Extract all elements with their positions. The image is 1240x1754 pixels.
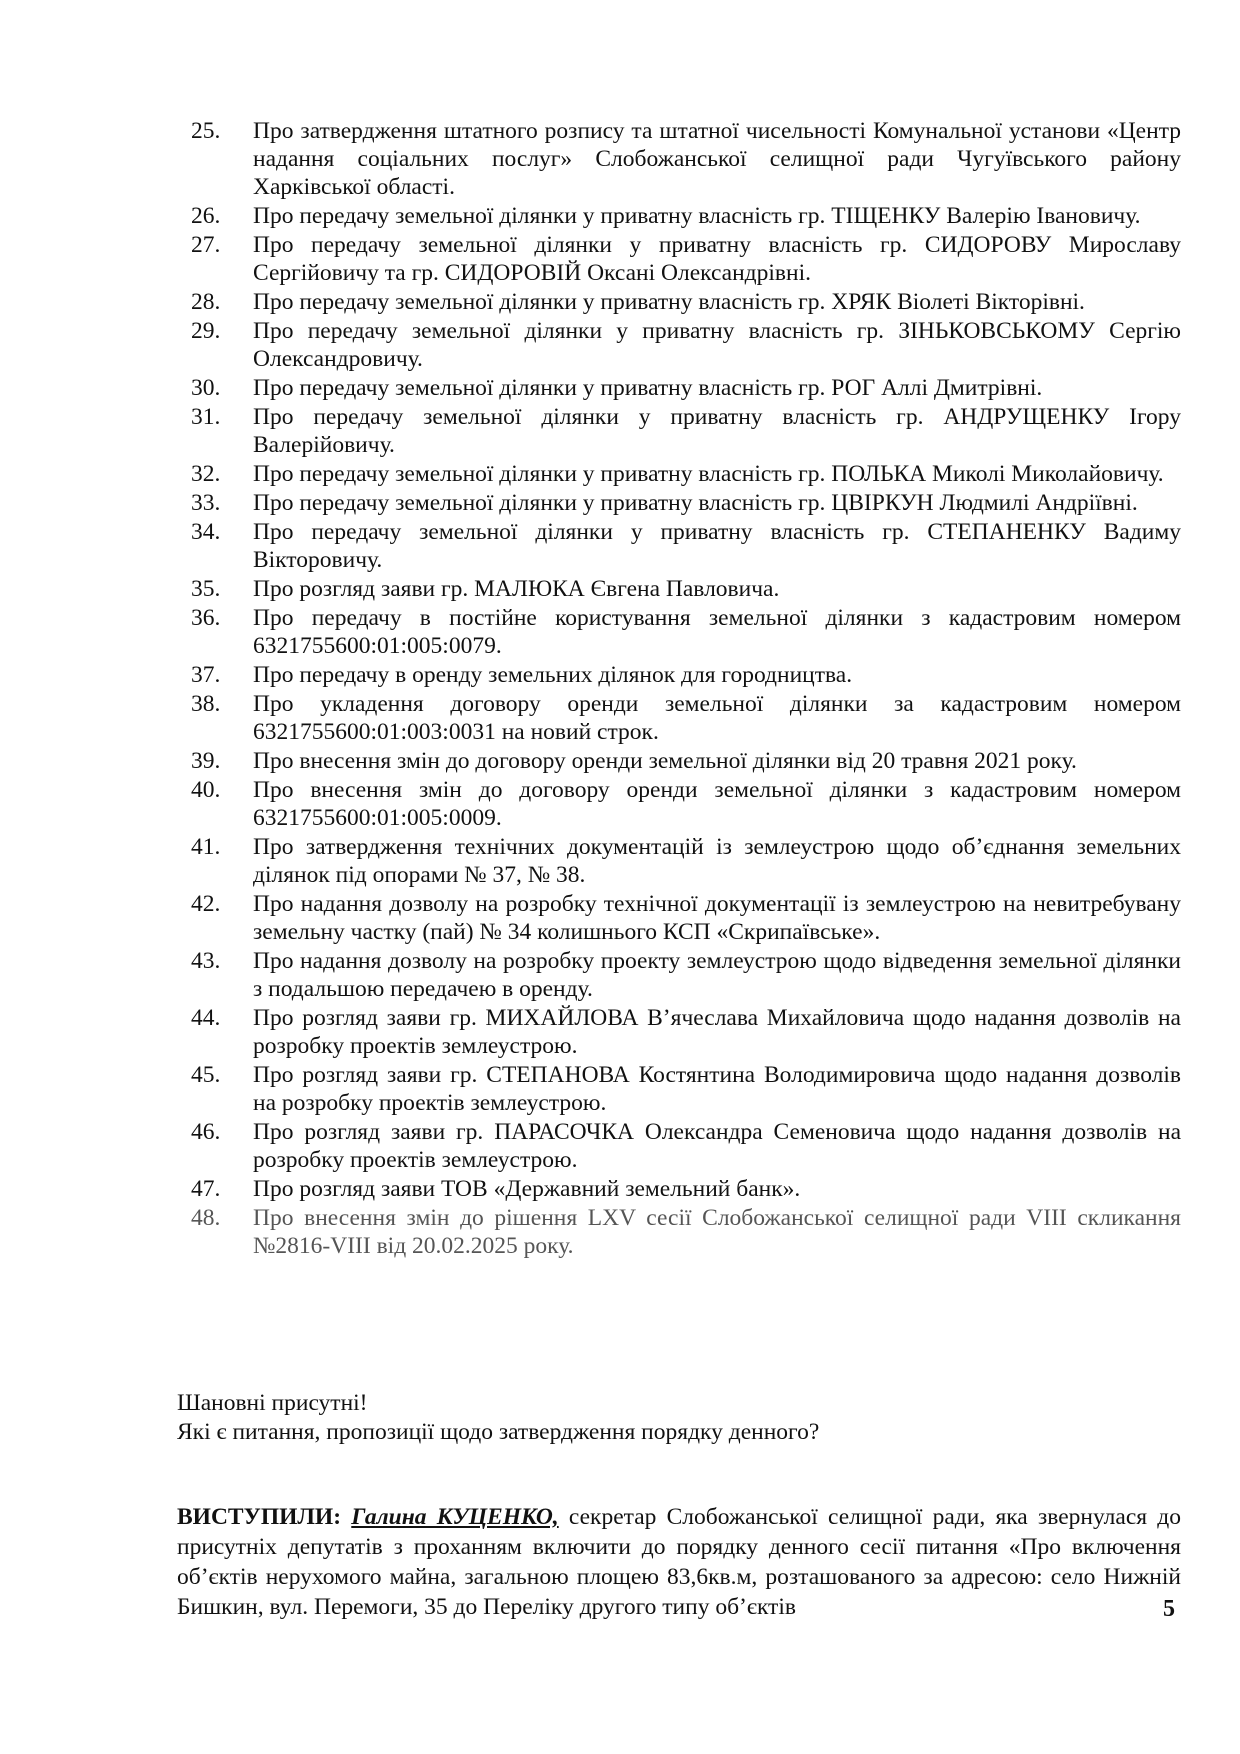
item-number: 40.	[191, 777, 221, 803]
agenda-item	[191, 231, 1181, 287]
item-number: 43.	[191, 948, 221, 974]
item-text: Про розгляд заяви гр. СТЕПАНОВА Костянтина Володимировича щодо надання дозволів на розробку проектів землеустрою.	[253, 1062, 1181, 1116]
agenda-item	[191, 890, 1181, 946]
item-number: 34.	[191, 519, 221, 545]
agenda-item	[191, 202, 1181, 230]
item-text: Про укладення договору оренди земельної ділянки за кадастровим номером 6321755600:01:003:0031 на новий строк.	[253, 691, 1181, 745]
agenda-item	[191, 1118, 1181, 1174]
item-text: Про передачу земельної ділянки у приватну власність гр. СИДОРОВУ Мирославу Сергійовичу та гр. СИДОРОВІЙ Оксані Олександрівні.	[253, 232, 1181, 286]
agenda-item	[191, 518, 1181, 574]
agenda-item	[191, 1204, 1181, 1260]
item-text: Про передачу в оренду земельних ділянок для городництва.	[253, 662, 853, 688]
item-text: Про внесення змін до рішення LXV сесії Слобожанської селищної ради VIII скликання №2816-VIII від 20.02.2025 року.	[253, 1205, 1181, 1259]
agenda-item	[191, 1004, 1181, 1060]
agenda-item	[191, 1175, 1181, 1203]
item-text: Про передачу земельної ділянки у приватну власність гр. АНДРУЩЕНКУ Ігору Валерійовичу.	[253, 404, 1181, 458]
agenda-item	[191, 460, 1181, 488]
greeting-text: Шановні присутні!	[177, 1390, 368, 1416]
item-number: 37.	[191, 662, 221, 688]
item-text: Про передачу в постійне користування земельної ділянки з кадастровим номером 6321755600:01:005:0079.	[253, 605, 1181, 659]
item-text: Про розгляд заяви гр. МИХАЙЛОВА В’ячеслава Михайловича щодо надання дозволів на розробку проектів землеустрою.	[253, 1005, 1181, 1059]
item-text: Про розгляд заяви ТОВ «Державний земельний банк».	[253, 1176, 801, 1202]
agenda-item	[191, 317, 1181, 373]
item-number: 44.	[191, 1005, 221, 1031]
item-text: Про затвердження технічних документацій із землеустрою щодо об’єднання земельних ділянок під опорами № 37, № 38.	[253, 834, 1181, 888]
item-number: 38.	[191, 691, 221, 717]
item-text: Про розгляд заяви гр. ПАРАСОЧКА Олександра Семеновича щодо надання дозволів на розробку проектів землеустрою.	[253, 1119, 1181, 1173]
agenda-item	[191, 403, 1181, 459]
item-text: Про передачу земельної ділянки у приватну власність гр. ЦВІРКУН Людмилі Андріївні.	[253, 490, 1138, 516]
agenda-item	[191, 690, 1181, 746]
page-number: 5	[1163, 1596, 1175, 1622]
agenda-item	[191, 947, 1181, 1003]
item-number: 29.	[191, 318, 221, 344]
speech-text: секретар Слобожанської селищної ради, яка звернулася до присутніх депутатів з проханням включити до порядку денного сесії питання «Про включення об’єктів нерухомого майна, загальною площею 83,6кв.м, розташованого за адресою: село Нижній Бишкин, вул. Перемоги, 35 до Переліку другого типу об’єктів	[177, 1504, 1182, 1620]
item-text: Про передачу земельної ділянки у приватну власність гр. ТІЩЕНКУ Валерію Івановичу.	[253, 203, 1141, 229]
item-number: 45.	[191, 1062, 221, 1088]
item-text: Про передачу земельної ділянки у приватну власність гр. РОГ Аллі Дмитрівні.	[253, 375, 1043, 401]
item-number: 32.	[191, 461, 221, 487]
item-number: 39.	[191, 748, 221, 774]
item-text: Про передачу земельної ділянки у приватну власність гр. ПОЛЬКА Миколі Миколайовичу.	[253, 461, 1164, 487]
item-number: 26.	[191, 203, 221, 229]
item-number: 46.	[191, 1119, 221, 1145]
agenda-item	[191, 833, 1181, 889]
agenda-item	[191, 117, 1181, 201]
question-text: Які є питання, пропозиції щодо затвердження порядку денного?	[177, 1419, 820, 1445]
agenda-item	[191, 604, 1181, 660]
agenda-item	[191, 489, 1181, 517]
item-text: Про передачу земельної ділянки у приватну власність гр. СТЕПАНЕНКУ Вадиму Вікторовичу.	[253, 519, 1181, 573]
item-number: 30.	[191, 375, 221, 401]
agenda-item	[191, 747, 1181, 775]
item-text: Про затвердження штатного розпису та штатної чисельності Комунальної установи «Центр надання соціальних послуг» Слобожанської селищної ради Чугуївського району Харківської області.	[253, 118, 1181, 200]
agenda-item	[191, 374, 1181, 402]
item-text: Про передачу земельної ділянки у приватну власність гр. ХРЯК Віолеті Вікторівні.	[253, 289, 1085, 315]
item-text: Про внесення змін до договору оренди земельної ділянки з кадастровим номером 6321755600:01:005:0009.	[253, 777, 1181, 831]
item-text: Про внесення змін до договору оренди земельної ділянки від 20 травня 2021 року.	[253, 748, 1077, 774]
item-number: 36.	[191, 605, 221, 631]
item-number: 42.	[191, 891, 221, 917]
speech-label: ВИСТУПИЛИ:	[177, 1504, 342, 1530]
item-text: Про надання дозволу на розробку проекту землеустрою щодо відведення земельної ділянки з подальшою передачею в оренду.	[253, 948, 1181, 1002]
item-number: 48.	[191, 1205, 221, 1231]
agenda-item	[191, 776, 1181, 832]
agenda-item	[191, 661, 1181, 689]
item-text: Про надання дозволу на розробку технічної документації із землеустрою на невитребувану земельну частку (пай) № 34 колишнього КСП «Скрипаївське».	[253, 891, 1181, 945]
item-number: 27.	[191, 232, 221, 258]
agenda-list	[191, 117, 1181, 1261]
agenda-item	[191, 575, 1181, 603]
agenda-item	[191, 288, 1181, 316]
item-number: 31.	[191, 404, 221, 430]
speaker-name: Галина КУЦЕНКО,	[351, 1504, 559, 1530]
item-number: 35.	[191, 576, 221, 602]
item-number: 33.	[191, 490, 221, 516]
item-text: Про передачу земельної ділянки у приватну власність гр. ЗІНЬКОВСЬКОМУ Сергію Олександровичу.	[253, 318, 1181, 372]
item-number: 28.	[191, 289, 221, 315]
agenda-item	[191, 1061, 1181, 1117]
speech-paragraph	[177, 1502, 1181, 1622]
item-number: 47.	[191, 1176, 221, 1202]
item-number: 25.	[191, 118, 221, 144]
item-number: 41.	[191, 834, 221, 860]
item-text: Про розгляд заяви гр. МАЛЮКА Євгена Павловича.	[253, 576, 780, 602]
